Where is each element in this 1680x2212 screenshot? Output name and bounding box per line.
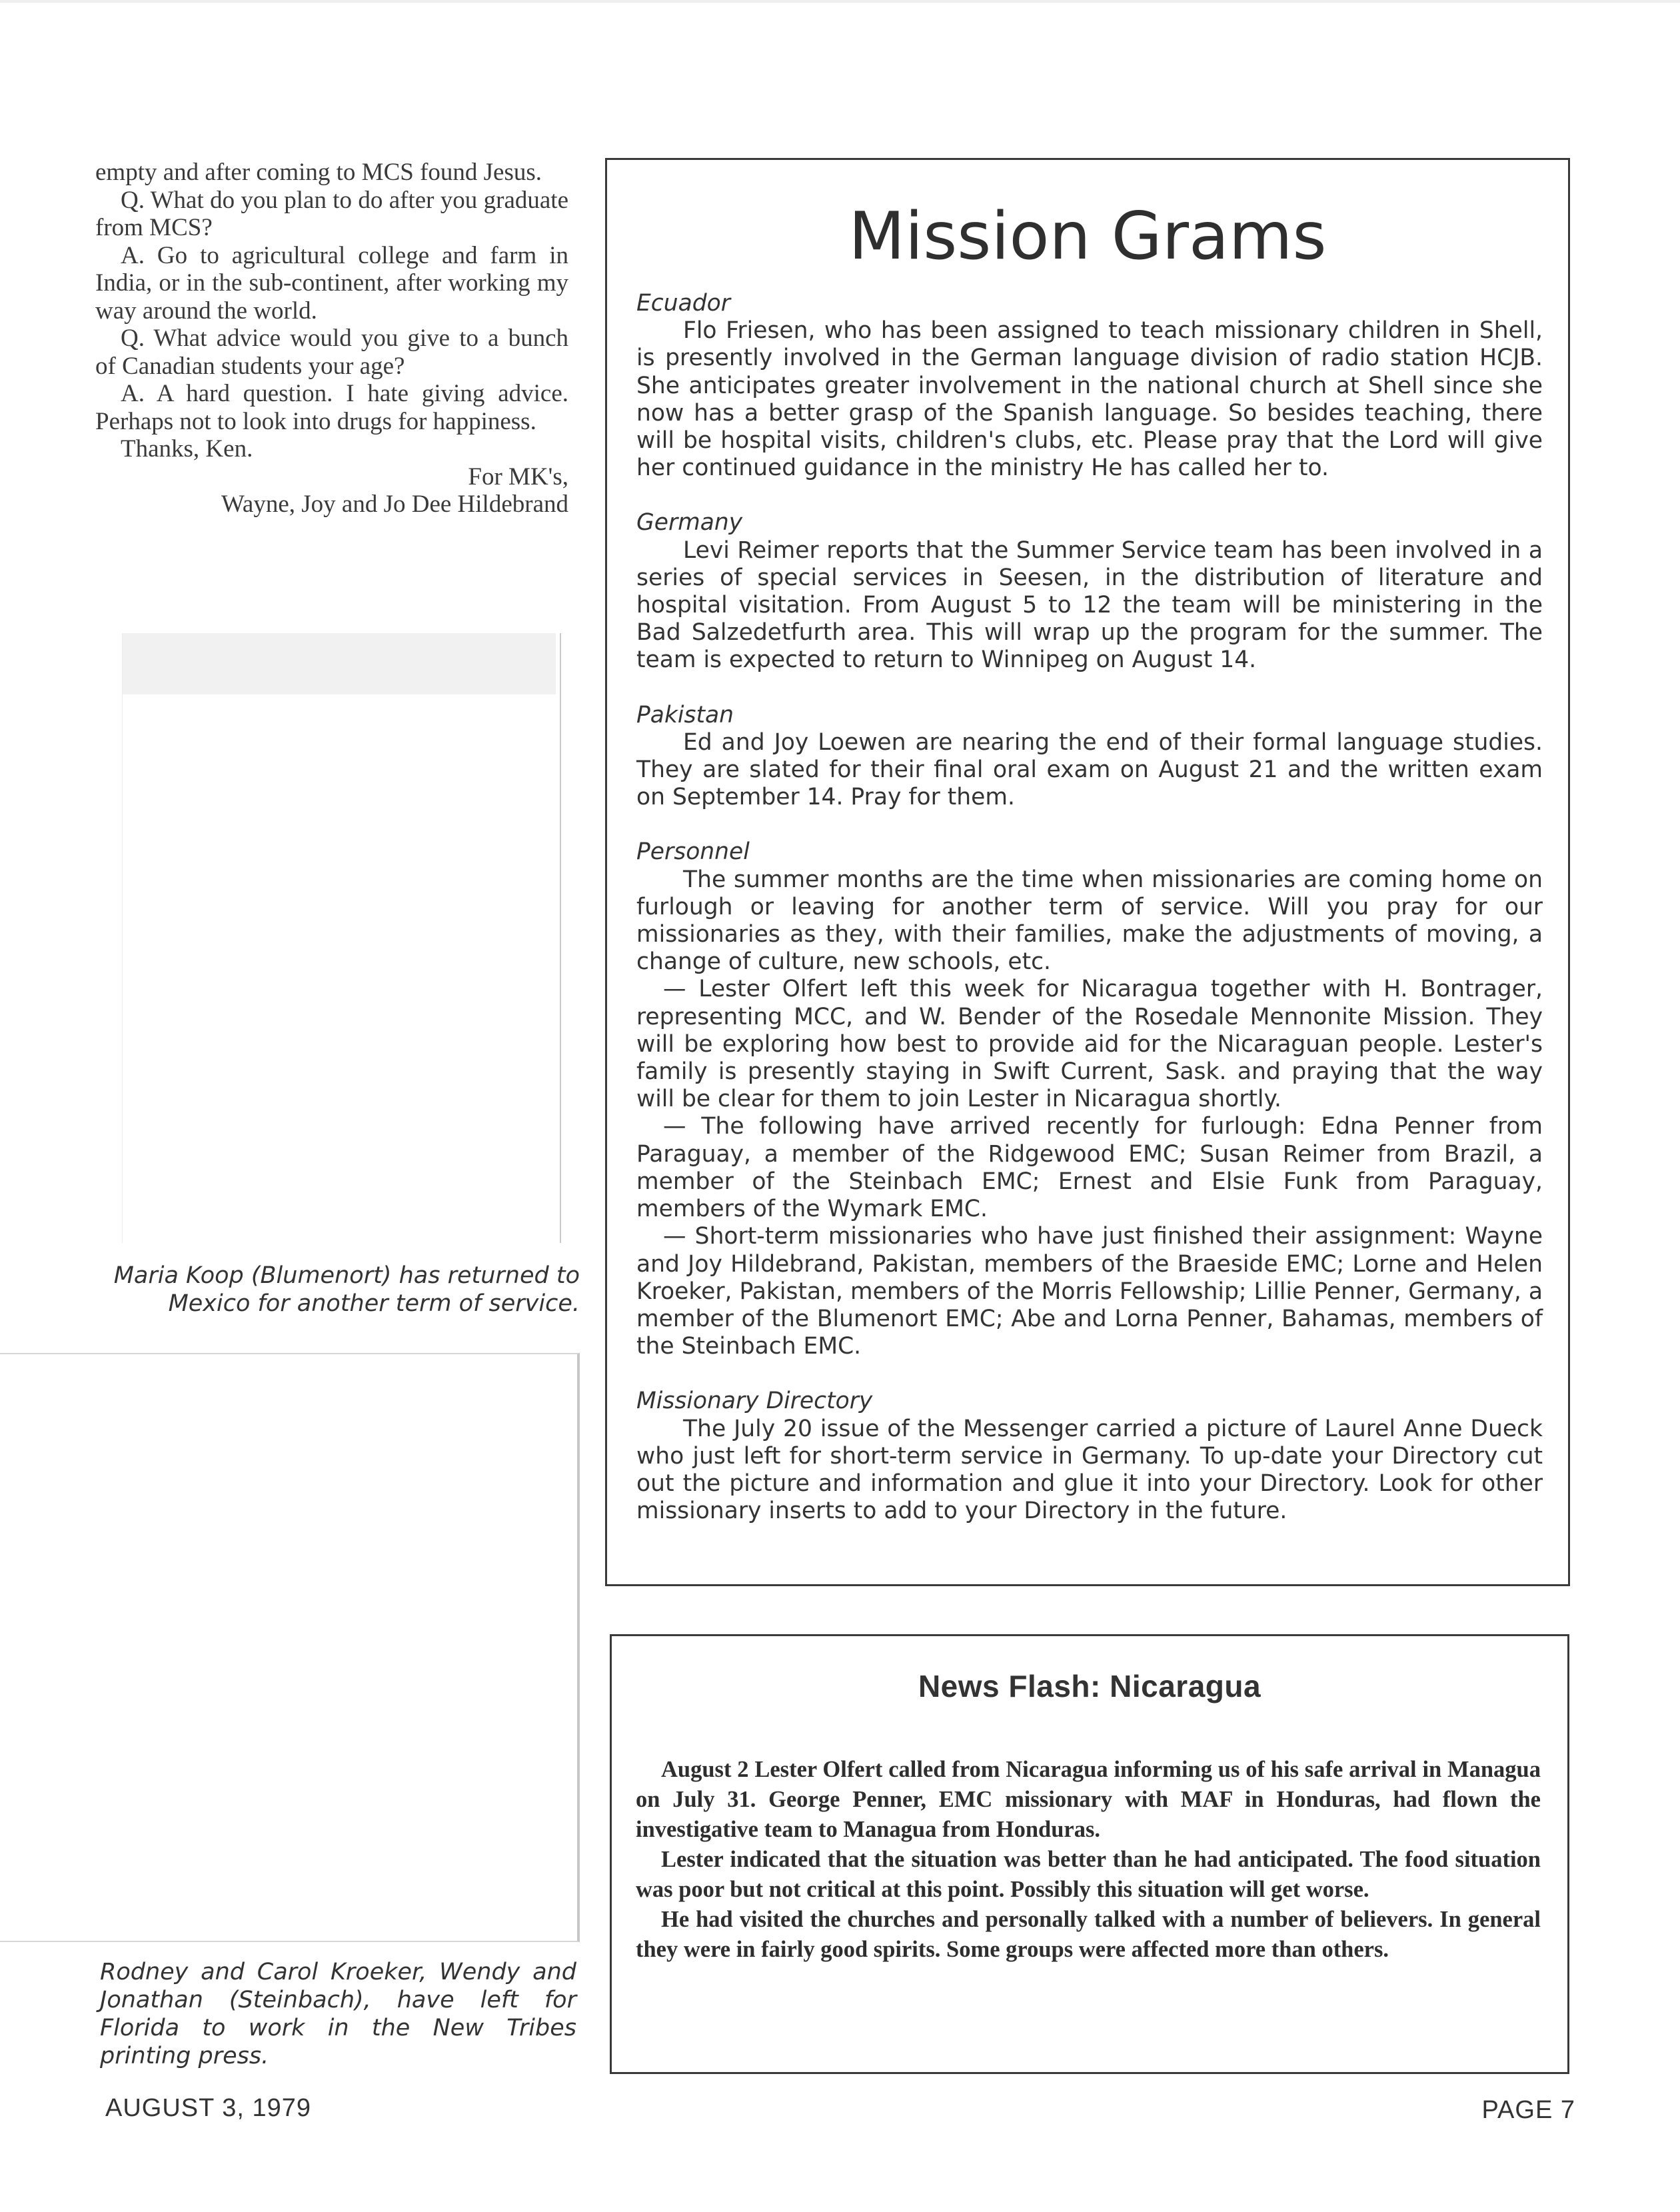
photo-maria-koop: [122, 633, 561, 1243]
section-gap: [636, 482, 1543, 509]
section-paragraph: Ed and Joy Loewen are nearing the end of their formal language studies. They are slated for their final oral exam on August 21 and the written exam on September 14. Pray for them.: [636, 728, 1543, 811]
interview-paragraph: A. Go to agricultural college and farm in India, or in the sub-continent, after working my way around the world.: [95, 241, 568, 325]
section-heading: Missionary Directory: [636, 1388, 873, 1415]
photo-top-band: [123, 633, 556, 694]
footer-date: AUGUST 3, 1979: [105, 2094, 312, 2122]
section-paragraph: The summer months are the time when missionaries are coming home on furlough or leaving for another term of service. Will you pray for our missionaries as they, with their families, make the adjustments of moving, a change of culture, new schools, etc.: [636, 866, 1543, 976]
section-paragraph: — Lester Olfert left this week for Nicaragua together with H. Bontrager, representing MCC, and W. Bender of the Rosedale Mennonite Mission. They will be exploring how best to provide aid for the Nicaraguan people. Lester's family is presently staying in Swift Current, Sask. and praying that the way will be clear for them to join Lester in Nicaragua shortly.: [636, 976, 1543, 1113]
news-flash-title: News Flash: Nicaragua: [918, 1669, 1261, 1703]
section-gap: [636, 674, 1543, 702]
section-paragraph: Levi Reimer reports that the Summer Service team has been involved in a series of special services in Seesen, in the distribution of literature and hospital visitation. From August 5 to 12 the team will be ministering in the Bad Salzedetfurth area. This will wrap up the program for the summer. The team is expected to return to Winnipeg on August 14.: [636, 537, 1543, 674]
footer-page-number: PAGE 7: [1481, 2096, 1575, 2124]
interview-paragraph: For MK's,: [468, 463, 568, 491]
photo-kroeker-family: [0, 1353, 580, 1942]
news-paragraph: Lester indicated that the situation was better than he had anticipated. The food situation was poor but not critical at this point. Possibly this situation will get worse.: [636, 1847, 1541, 1902]
interview-paragraph: A. A hard question. I hate giving advice. Perhaps not to look into drugs for happiness.: [95, 380, 568, 435]
section-paragraph: — Short-term missionaries who have just finished their assignment: Wayne and Joy Hildebrand, Pakistan, members of the Braeside EMC; Lorne and Helen Kroeker, Pakistan, members of the Morris Fellowship; Lillie Penner, Germany, a member of the Blumenort EMC; Abe and Lorna Penner, Bahamas, members of the Steinbach EMC.: [636, 1223, 1543, 1360]
interview-text: [95, 159, 568, 519]
interview-paragraph: Thanks, Ken.: [121, 435, 253, 463]
caption-kroeker-family: Rodney and Carol Kroeker, Wendy and Jonathan (Steinbach), have left for Florida to work in the New Tribes printing press.: [100, 1959, 576, 2069]
section-gap: [636, 811, 1543, 838]
mission-grams-box: [605, 158, 1570, 1586]
news-flash-content: [636, 1755, 1541, 1965]
news-flash-box: [610, 1634, 1569, 2074]
interview-paragraph: Q. What do you plan to do after you graduate from MCS?: [95, 186, 568, 241]
news-paragraph: August 2 Lester Olfert called from Nicaragua informing us of his safe arrival in Managua on July 31. George Penner, EMC missionary with MAF in Honduras, had flown the investigative team to Managua from Honduras.: [636, 1757, 1541, 1842]
section-gap: [636, 1360, 1543, 1388]
section-paragraph: The July 20 issue of the Messenger carried a picture of Laurel Anne Dueck who just left for short-term service in Germany. To up-date your Directory cut out the picture and information and glue it into your Directory. Look for other missionary inserts to add to your Directory in the future.: [636, 1415, 1543, 1525]
mission-grams-title: Mission Grams: [848, 199, 1327, 275]
caption-maria-koop: Maria Koop (Blumenort) has returned to Mexico for another term of service.: [113, 1262, 580, 1317]
section-heading: Personnel: [636, 838, 750, 866]
interview-paragraph: empty and after coming to MCS found Jesus.: [95, 159, 542, 186]
section-heading: Ecuador: [636, 290, 730, 317]
section-paragraph: — The following have arrived recently for furlough: Edna Penner from Paraguay, a member of the Ridgewood EMC; Susan Reimer from Brazil, a member of the Steinbach EMC; Ernest and Elsie Funk from Paraguay, members of the Wymark EMC.: [636, 1113, 1543, 1223]
news-paragraph: He had visited the churches and personally talked with a number of believers. In general they were in fairly good spirits. Some groups were affected more than others.: [636, 1907, 1541, 1962]
section-paragraph: Flo Friesen, who has been assigned to teach missionary children in Shell, is presently involved in the German language division of radio station HCJB. She anticipates greater involvement in the national church at Shell since she now has a better grasp of the Spanish language. So besides teaching, there will be hospital visits, children's clubs, etc. Please pray that the Lord will give her continued guidance in the ministry He has called her to.: [636, 317, 1543, 482]
mission-grams-content: [636, 290, 1543, 1525]
page-edge: [0, 0, 1680, 3]
interview-paragraph: Q. What advice would you give to a bunch of Canadian students your age?: [95, 325, 568, 380]
section-heading: Pakistan: [636, 701, 734, 728]
interview-paragraph: Wayne, Joy and Jo Dee Hildebrand: [221, 491, 568, 518]
section-heading: Germany: [636, 509, 743, 537]
